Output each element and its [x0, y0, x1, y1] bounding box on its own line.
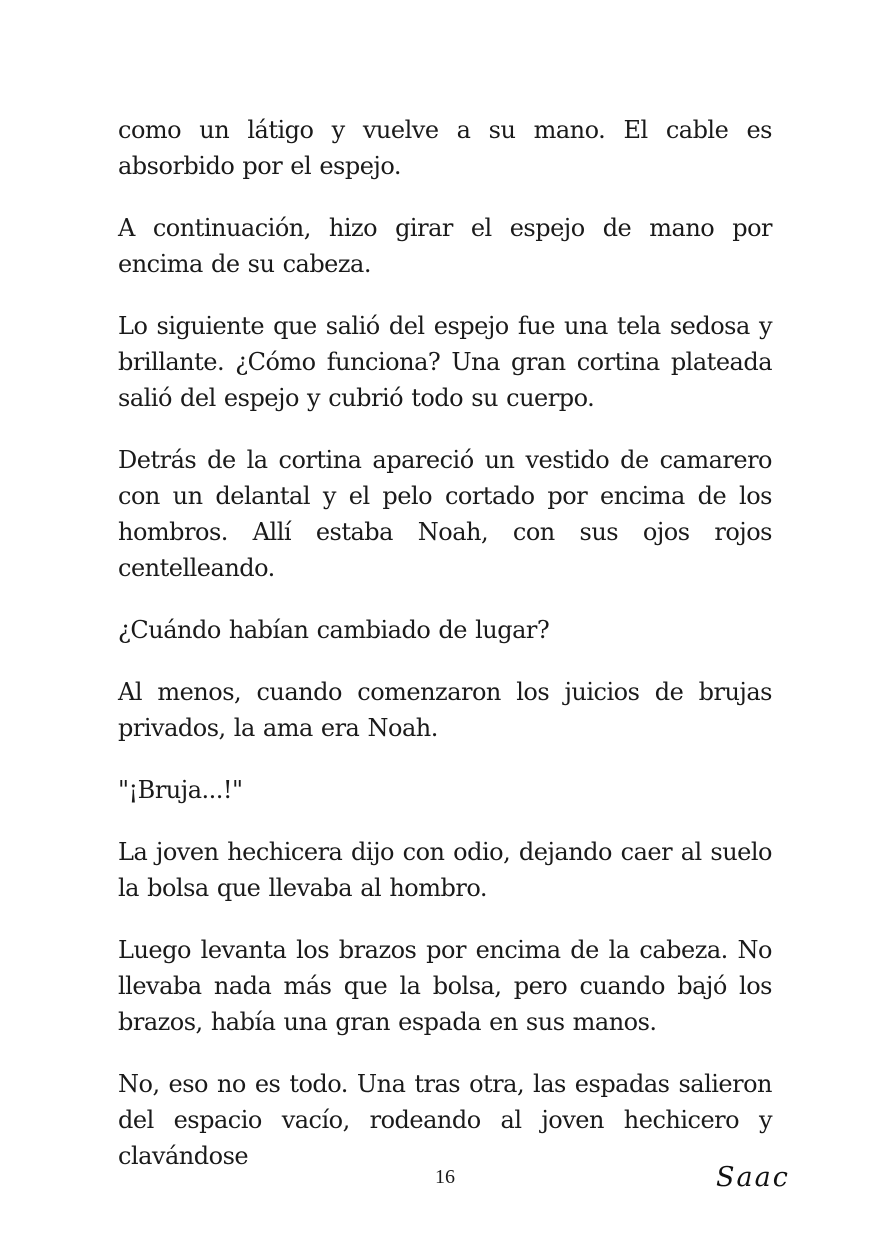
paragraph-9: Luego levanta los brazos por encima de la cabeza. No llevaba nada más que la bolsa, pero cuando bajó los brazos, había una gran espada en sus manos. [118, 936, 772, 1036]
paragraph-5: ¿Cuándo habían cambiado de lugar? [118, 616, 550, 644]
paragraph-4: Detrás de la cortina apareció un vestido de camarero con un delantal y el pelo cortado por encima de los hombros. Allí estaba Noah, con sus ojos rojos centelleando. [118, 446, 772, 582]
paragraph-6: Al menos, cuando comenzaron los juicios de brujas privados, la ama era Noah. [118, 678, 772, 742]
paragraph-1: como un látigo y vuelve a su mano. El cable es absorbido por el espejo. [118, 116, 772, 180]
signature-logo: Saac [716, 1162, 790, 1193]
paragraph-2: A continuación, hizo girar el espejo de mano por encima de su cabeza. [118, 214, 772, 278]
paragraph-3: Lo siguiente que salió del espejo fue una tela sedosa y brillante. ¿Cómo funciona? Una gran cortina plateada salió del espejo y cubrió todo su cuerpo. [118, 312, 772, 412]
paragraph-8: La joven hechicera dijo con odio, dejando caer al suelo la bolsa que llevaba al hombro. [118, 838, 772, 902]
paragraph-10: No, eso no es todo. Una tras otra, las espadas salieron del espacio vacío, rodeando al joven hechicero y clavándose [118, 1070, 772, 1170]
paragraph-7: "¡Bruja...!" [118, 776, 243, 804]
body-text [118, 112, 772, 1200]
page-number: 16 [435, 1166, 455, 1188]
